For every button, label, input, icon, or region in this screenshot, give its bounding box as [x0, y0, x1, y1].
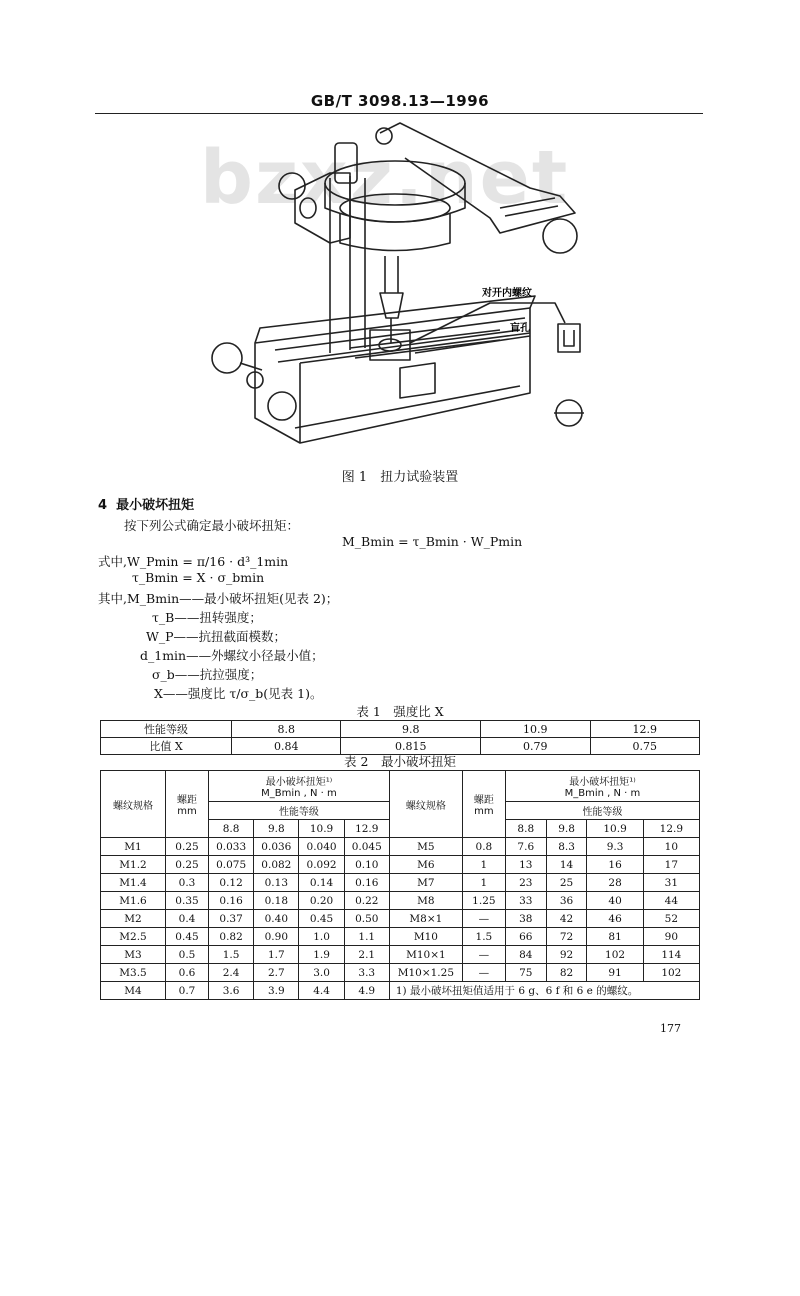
table-cell: 2.4 [209, 964, 254, 982]
figure-caption: 图 1 扭力试验装置 [341, 470, 459, 485]
handle-ball-left-2 [268, 392, 296, 420]
table-cell: 17 [643, 856, 699, 874]
intro-text: 按下列公式确定最小破坏扭矩： [124, 518, 300, 533]
table-cell: 10.9 [481, 721, 590, 738]
table-cell: 23 [505, 874, 546, 892]
table-cell: 66 [505, 928, 546, 946]
table-cell: M1 [101, 838, 166, 856]
section-number: 4 [98, 498, 108, 513]
table-cell: M4 [101, 982, 166, 1000]
table-cell: 0.25 [166, 838, 209, 856]
table-cell: 0.13 [254, 874, 299, 892]
table-cell: 10 [643, 838, 699, 856]
table-row [101, 910, 700, 928]
col-header-pitch [166, 771, 209, 838]
table-cell: M3 [101, 946, 166, 964]
legend-symbol: σ_b [152, 667, 175, 682]
table-cell: 比值 X [101, 738, 232, 755]
legend-desc: 强度比 τ/σ_b(见表 1)。 [187, 686, 323, 701]
torque-unit: M_Bmin , N · m [261, 788, 337, 799]
legend-symbol: d_1min [140, 648, 187, 663]
table-cell: 1 [462, 856, 505, 874]
table-cell: 46 [587, 910, 643, 928]
table-cell: 14 [546, 856, 587, 874]
table-cell: 1.1 [344, 928, 389, 946]
table-cell: 114 [643, 946, 699, 964]
table-cell: 0.90 [254, 928, 299, 946]
table-cell: 0.7 [166, 982, 209, 1000]
table-cell: 0.14 [299, 874, 344, 892]
dial-rim [325, 183, 465, 222]
table-cell: 84 [505, 946, 546, 964]
table-cell: 0.37 [209, 910, 254, 928]
table-cell: — [462, 910, 505, 928]
table-cell: 44 [643, 892, 699, 910]
pitch-label: 螺距 [177, 795, 197, 806]
table-cell: 36 [546, 892, 587, 910]
col-header-size: 螺纹规格 [389, 771, 462, 838]
legend-desc: 扭转强度； [199, 610, 262, 625]
base-lower-line [295, 386, 520, 428]
table-cell: M2.5 [101, 928, 166, 946]
table-cell: 0.045 [344, 838, 389, 856]
column-cap [335, 143, 357, 183]
table-cell: 0.12 [209, 874, 254, 892]
table-cell: 0.16 [209, 892, 254, 910]
legend-symbol: τ_B [152, 610, 175, 625]
grade-cell: 10.9 [587, 820, 643, 838]
legend-desc: 抗扭截面模数； [198, 629, 287, 644]
table-row [101, 838, 700, 856]
w-formula: W_Pmin = π/16 · d³_1min [126, 554, 289, 569]
table-row [101, 964, 700, 982]
table-cell: 0.82 [209, 928, 254, 946]
table-cell: 0.22 [344, 892, 389, 910]
table-cell: 性能等级 [101, 721, 232, 738]
where-label: 式中, [98, 554, 127, 569]
legend-desc: 抗拉强度； [199, 667, 263, 682]
col-header-size: 螺纹规格 [101, 771, 166, 838]
table-cell: 0.18 [254, 892, 299, 910]
table-cell: 38 [505, 910, 546, 928]
table1-strength-ratio [100, 720, 700, 755]
table-cell: 1.7 [254, 946, 299, 964]
table-cell: 2.7 [254, 964, 299, 982]
grade-cell: 8.8 [505, 820, 546, 838]
table-cell: 3.9 [254, 982, 299, 1000]
table-cell: 3.3 [344, 964, 389, 982]
col-header-pitch [462, 771, 505, 838]
legend-row-2: τ_B——扭转强度； [152, 610, 262, 625]
table-cell: M10 [389, 928, 462, 946]
table-cell: 25 [546, 874, 587, 892]
legend-symbol: X [154, 686, 163, 701]
table-cell: 4.4 [299, 982, 344, 1000]
torque-unit: M_Bmin , N · m [564, 788, 641, 799]
table-cell: 75 [505, 964, 546, 982]
table-cell: 0.45 [299, 910, 344, 928]
table-row [101, 721, 700, 738]
table-cell: 28 [587, 874, 643, 892]
table-cell: 0.033 [209, 838, 254, 856]
fixture-jaw [400, 363, 435, 398]
grade-cell: 12.9 [643, 820, 699, 838]
table-cell: 0.79 [481, 738, 590, 755]
table-cell: 12.9 [590, 721, 700, 738]
table-cell: 3.0 [299, 964, 344, 982]
table2-min-breaking-torque [100, 770, 700, 1000]
table-cell: 0.036 [254, 838, 299, 856]
table-cell: 82 [546, 964, 587, 982]
table-cell: M8×1 [389, 910, 462, 928]
detail-blind-hole [558, 324, 580, 352]
label-blind-hole: 盲孔 [510, 323, 530, 334]
table-cell: 16 [587, 856, 643, 874]
table-cell: 9.8 [341, 721, 481, 738]
table-cell: 42 [546, 910, 587, 928]
table-cell: 0.092 [299, 856, 344, 874]
table-cell: 0.75 [590, 738, 700, 755]
detail-blind-hole-cavity [564, 330, 574, 346]
col-header-grade: 性能等级 [209, 802, 390, 820]
table-cell: M1.4 [101, 874, 166, 892]
table-cell: M8 [389, 892, 462, 910]
table-cell: 0.84 [232, 738, 341, 755]
table-cell: 0.075 [209, 856, 254, 874]
table-cell: 0.10 [344, 856, 389, 874]
table-cell: 0.6 [166, 964, 209, 982]
table-cell: 0.25 [166, 856, 209, 874]
table-cell: 0.040 [299, 838, 344, 856]
table-cell: 1.5 [462, 928, 505, 946]
dial-hub [340, 194, 450, 222]
grade-cell: 9.8 [546, 820, 587, 838]
standard-header: GB/T 3098.13—1996 [310, 92, 490, 110]
pitch-unit: mm [474, 806, 494, 817]
table-cell: M1.6 [101, 892, 166, 910]
table-cell: 81 [587, 928, 643, 946]
table-row [101, 856, 700, 874]
grade-cell: 8.8 [209, 820, 254, 838]
base-front-edge [300, 333, 530, 443]
table-cell: M3.5 [101, 964, 166, 982]
table-cell: 2.1 [344, 946, 389, 964]
table-cell: 8.3 [546, 838, 587, 856]
table-cell: 33 [505, 892, 546, 910]
grade-cell: 9.8 [254, 820, 299, 838]
table-cell: 1.25 [462, 892, 505, 910]
table-row [101, 928, 700, 946]
torque-arm [380, 123, 575, 233]
table-row [101, 874, 700, 892]
table-cell: 0.20 [299, 892, 344, 910]
table-cell: 52 [643, 910, 699, 928]
pitch-unit: mm [177, 806, 197, 817]
watermark: bzxz.net [200, 135, 570, 221]
table-cell: 4.9 [344, 982, 389, 1000]
table-header-row [101, 771, 700, 802]
handle-rod-1 [240, 363, 262, 370]
legend-row-1: 其中,M_Bmin——最小破坏扭矩(见表 2)； [98, 591, 339, 606]
table-cell: 1.0 [299, 928, 344, 946]
table-cell: M5 [389, 838, 462, 856]
torque-apparatus-figure [200, 118, 620, 463]
torque-label: 最小破坏扭矩¹⁾ [265, 777, 333, 788]
table-cell: 0.082 [254, 856, 299, 874]
table1-caption: 表 1 强度比 X [356, 704, 444, 719]
arm-scale [500, 198, 558, 216]
table-cell: M2 [101, 910, 166, 928]
handle-ball-left-top [279, 173, 305, 199]
table-row [101, 892, 700, 910]
table-cell: 8.8 [232, 721, 341, 738]
table-cell: M1.2 [101, 856, 166, 874]
table2-caption: 表 2 最小破坏扭矩 [344, 754, 456, 769]
torque-label: 最小破坏扭矩¹⁾ [569, 777, 636, 788]
table2-body [101, 838, 700, 1000]
table-cell: 92 [546, 946, 587, 964]
table-cell: 0.815 [341, 738, 481, 755]
table-cell: M7 [389, 874, 462, 892]
table-cell: — [462, 946, 505, 964]
table-cell: 90 [643, 928, 699, 946]
legend-row-4: d_1min——外螺纹小径最小值； [140, 648, 324, 663]
table-cell: M10×1.25 [389, 964, 462, 982]
table-cell: 0.3 [166, 874, 209, 892]
table-cell: 0.45 [166, 928, 209, 946]
col-header-grade: 性能等级 [505, 802, 699, 820]
table-cell: 1.9 [299, 946, 344, 964]
legend-symbol: M_Bmin [126, 591, 180, 606]
label-split-thread: 对开内螺纹 [482, 288, 532, 299]
where-line [98, 552, 288, 570]
legend-row-6: X——强度比 τ/σ_b(见表 1)。 [154, 686, 323, 701]
table-cell: M6 [389, 856, 462, 874]
table-cell: 9.3 [587, 838, 643, 856]
table-cell: 0.8 [462, 838, 505, 856]
table-cell: 31 [643, 874, 699, 892]
table-cell: 7.6 [505, 838, 546, 856]
table-cell: 1.5 [209, 946, 254, 964]
table-cell: 1 [462, 874, 505, 892]
page-number: 177 [660, 1022, 681, 1035]
table-cell: 0.35 [166, 892, 209, 910]
table-row [101, 946, 700, 964]
grade-cell: 10.9 [299, 820, 344, 838]
spindle [385, 256, 398, 293]
table-cell: 0.16 [344, 874, 389, 892]
handle-ball-right [543, 219, 577, 253]
section-title [98, 494, 194, 513]
tau-formula: τ_Bmin = X · σ_bmin [132, 570, 265, 585]
table-cell: 0.40 [254, 910, 299, 928]
formula-main: M_Bmin = τ_Bmin · W_Pmin [342, 534, 523, 549]
col-header-torque [209, 771, 390, 802]
legend-label: 其中, [98, 591, 127, 606]
table-footnote: 1) 最小破坏扭矩值适用于 6 g、6 f 和 6 e 的螺纹。 [389, 982, 699, 1000]
table-cell: 102 [643, 964, 699, 982]
table-cell: 0.50 [344, 910, 389, 928]
legend-desc: 最小破坏扭矩(见表 2)； [204, 591, 339, 606]
table-cell: 40 [587, 892, 643, 910]
legend-row-3: W_P——抗扭截面模数； [146, 629, 287, 644]
table-cell: 0.4 [166, 910, 209, 928]
legend-desc: 外螺纹小径最小值； [211, 648, 324, 663]
section-title-text: 最小破坏扭矩 [116, 498, 195, 513]
header-rule [95, 113, 703, 114]
table-cell: 72 [546, 928, 587, 946]
table-cell: — [462, 964, 505, 982]
base-outline [255, 308, 530, 443]
table-cell: M10×1 [389, 946, 462, 964]
table-cell: 0.5 [166, 946, 209, 964]
table-cell: 91 [587, 964, 643, 982]
table-row [101, 982, 700, 1000]
handle-ball-left-1 [212, 343, 242, 373]
table-cell: 13 [505, 856, 546, 874]
legend-row-5: σ_b——抗拉强度； [152, 667, 263, 682]
pitch-label: 螺距 [473, 795, 494, 806]
grade-cell: 12.9 [344, 820, 389, 838]
col-header-torque [505, 771, 699, 802]
fixture-hole [379, 339, 401, 351]
legend-symbol: W_P [146, 629, 174, 644]
table-cell: 3.6 [209, 982, 254, 1000]
table-cell: 102 [587, 946, 643, 964]
head-knob [300, 198, 316, 218]
